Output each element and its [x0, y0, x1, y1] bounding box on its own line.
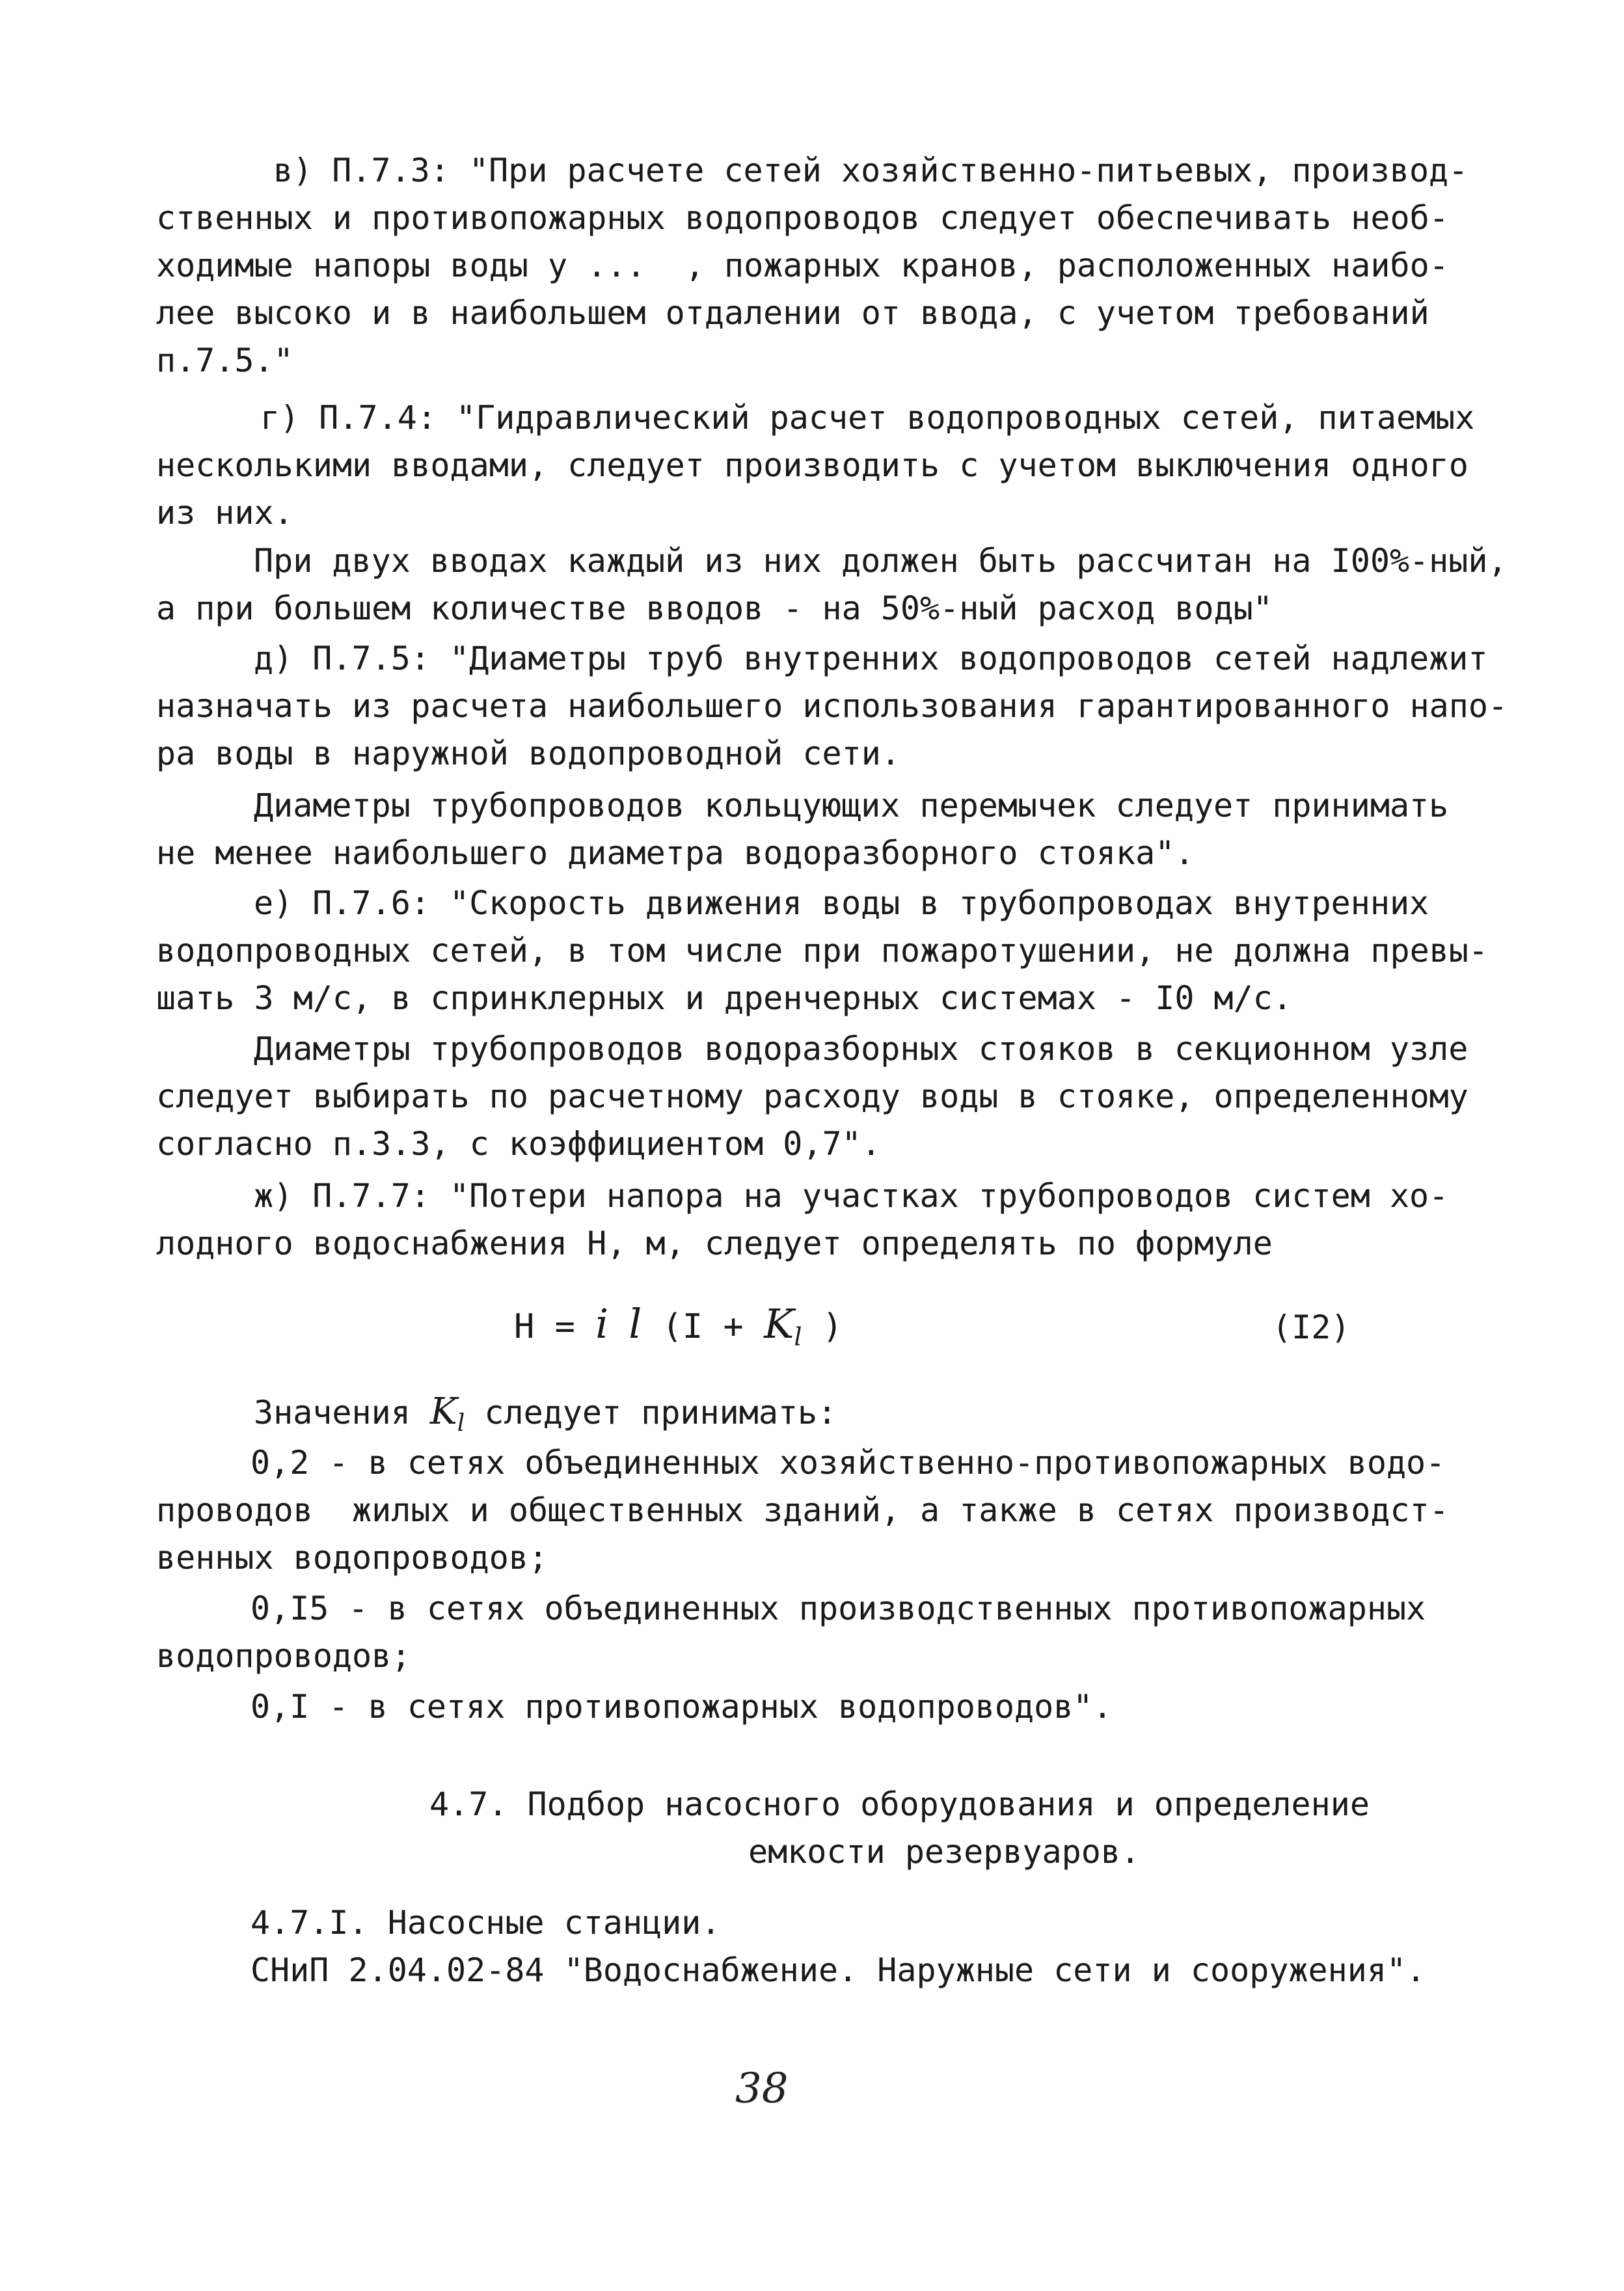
- values-intro-after: следует принимать:: [465, 1394, 837, 1431]
- snip-reference: СНиП 2.04.02-84 "Водоснабжение. Наружные сети и сооружения".: [250, 1951, 1426, 1989]
- text-line: [254, 1392, 837, 1443]
- text-line: г) П.7.4: "Гидравлический расчет водопроводных сетей, питаемых: [260, 399, 1475, 437]
- text-line: 0,I5 - в сетях объединенных производственных противопожарных: [250, 1590, 1426, 1627]
- text-line: ственных и противопожарных водопроводов следует обеспечивать необ-: [156, 199, 1449, 237]
- text-line: лее высоко и в наибольшем отдалении от ввода, с учетом требований: [156, 294, 1429, 332]
- text-line: шать 3 м/с, в спринклерных и дренчерных системах - I0 м/с.: [156, 979, 1292, 1017]
- text-line: ходимые напоры воды у ... , пожарных кранов, расположенных наибо-: [156, 247, 1449, 284]
- formula-lhs: H =: [514, 1307, 596, 1346]
- section-heading: емкости резервуаров.: [748, 1833, 1141, 1871]
- formula-l: l: [629, 1300, 642, 1348]
- formula: [514, 1300, 843, 1356]
- text-line: 0,2 - в сетях объединенных хозяйственно-противопожарных водо-: [250, 1444, 1446, 1482]
- text-line: согласно п.3.3, с коэффициентом 0,7".: [156, 1125, 881, 1163]
- text-line: а при большем количестве вводов - на 50%-ный расход воды": [156, 590, 1273, 627]
- text-line: несколькими вводами, следует производить с учетом выключения одного: [156, 446, 1468, 484]
- text-line: назначать из расчета наибольшего использования гарантированного напо-: [156, 687, 1508, 725]
- page-number: 38: [735, 2065, 789, 2113]
- text-line: водопроводов;: [156, 1637, 411, 1675]
- text-line: не менее наибольшего диаметра водоразборного стояка".: [156, 834, 1195, 872]
- text-line: ра воды в наружной водопроводной сети.: [156, 735, 900, 772]
- text-line: проводов жилых и общественных зданий, а также в сетях производст-: [156, 1491, 1449, 1529]
- values-intro-before: Значения: [254, 1394, 430, 1431]
- text-line: При двух вводах каждый из них должен быть рассчитан на I00%-ный,: [254, 542, 1508, 580]
- text-line: д) П.7.5: "Диаметры труб внутренних водопроводов сетей надлежит: [254, 640, 1488, 677]
- formula-k: K: [764, 1300, 794, 1348]
- values-intro-k-sub: l: [457, 1410, 465, 1437]
- text-line: из них.: [156, 494, 293, 532]
- text-line: 0,I - в сетях противопожарных водопроводов".: [250, 1688, 1113, 1726]
- section-heading: 4.7. Подбор насосного оборудования и определение: [429, 1785, 1370, 1823]
- text-line: венных водопроводов;: [156, 1539, 548, 1577]
- equation-number: (I2): [1272, 1308, 1351, 1346]
- text-line: лодного водоснабжения Н, м, следует определять по формуле: [156, 1225, 1273, 1262]
- text-line: Диаметры трубопроводов водоразборных стояков в секционном узле: [254, 1030, 1468, 1068]
- formula-i: i: [595, 1300, 609, 1348]
- subsection-heading: 4.7.I. Насосные станции.: [250, 1904, 721, 1942]
- text-line: Диаметры трубопроводов кольцующих перемычек следует принимать: [254, 787, 1449, 824]
- formula-paren-close: ): [802, 1307, 843, 1346]
- text-line: следует выбирать по расчетному расходу воды в стояке, определенному: [156, 1078, 1468, 1115]
- text-line: водопроводных сетей, в том числе при пожаротушении, не должна превы-: [156, 932, 1488, 969]
- text-line: ж) П.7.7: "Потери напора на участках трубопроводов систем хо-: [254, 1177, 1449, 1215]
- formula-paren-open: (I +: [642, 1307, 765, 1346]
- formula-k-sub: l: [794, 1322, 802, 1351]
- text-line: е) П.7.6: "Скорость движения воды в трубопроводах внутренних: [254, 884, 1429, 922]
- values-intro-k: K: [429, 1390, 457, 1433]
- text-line: п.7.5.": [156, 342, 293, 379]
- text-line: в) П.7.3: "При расчете сетей хозяйственно-питьевых, производ-: [273, 152, 1468, 189]
